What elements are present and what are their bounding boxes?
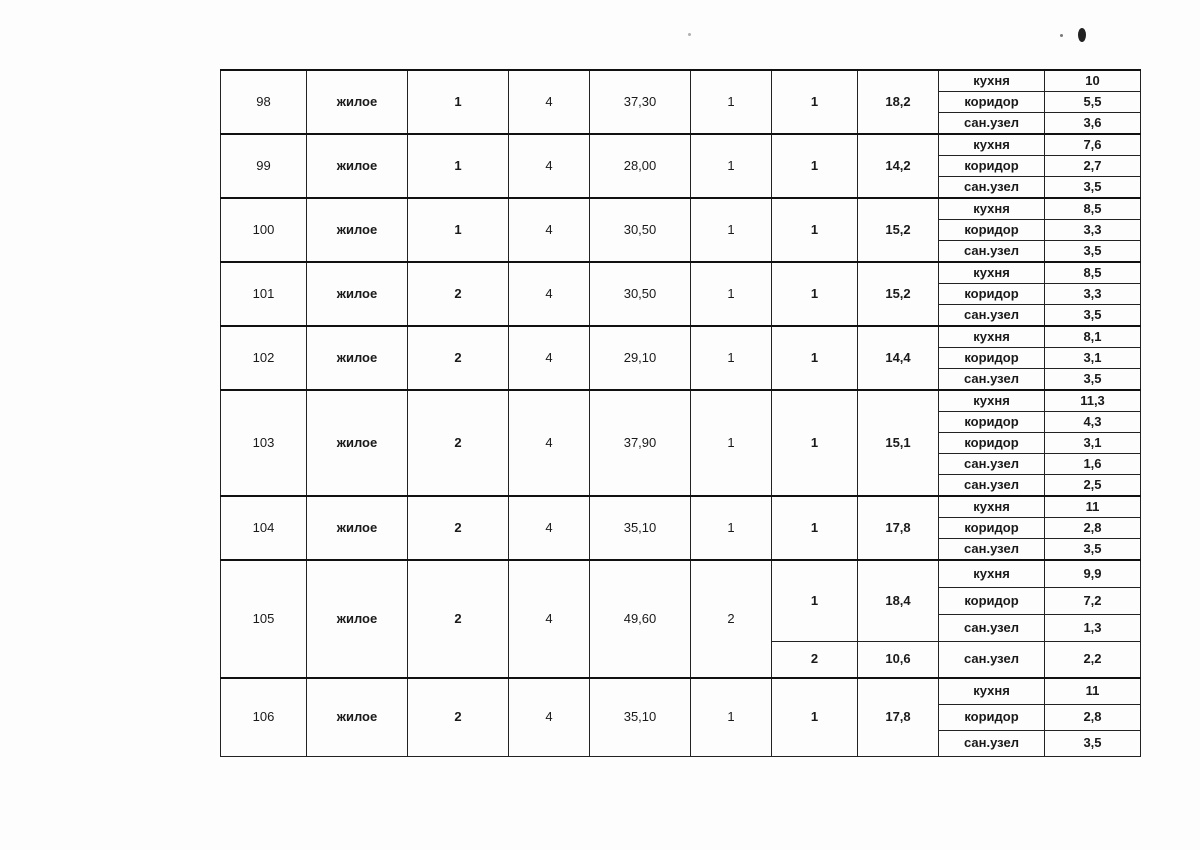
total-area: 30,50 [590,198,691,262]
scan-speck [688,33,691,36]
floor-count: 2 [408,678,509,756]
rooms-count: 1 [691,262,772,326]
auxiliary-room-area: 3,5 [1045,369,1141,391]
auxiliary-room-area: 1,3 [1045,614,1141,641]
rooms-count: 1 [691,326,772,390]
living-area: 18,2 [858,70,939,134]
auxiliary-room-name: сан.узел [939,454,1045,475]
premises-type: жилое [307,496,408,560]
floor: 4 [509,198,590,262]
rooms-count: 1 [691,134,772,198]
floor-count: 2 [408,262,509,326]
table-row [221,134,1141,156]
auxiliary-room-name: кухня [939,390,1045,412]
apartment-number: 105 [221,560,307,678]
apartment-table [220,69,1141,757]
living-area: 17,8 [858,678,939,756]
floor: 4 [509,678,590,756]
auxiliary-room-area: 10 [1045,70,1141,92]
apartment-number: 102 [221,326,307,390]
premises-type: жилое [307,134,408,198]
floor-count: 2 [408,390,509,496]
auxiliary-room-name: коридор [939,284,1045,305]
total-area: 37,90 [590,390,691,496]
auxiliary-room-name: коридор [939,518,1045,539]
auxiliary-room-name: сан.узел [939,539,1045,561]
room-number: 1 [772,678,858,756]
living-area: 18,4 [858,560,939,641]
room-number: 1 [772,560,858,641]
premises-type: жилое [307,70,408,134]
living-area: 15,1 [858,390,939,496]
auxiliary-room-area: 2,7 [1045,156,1141,177]
auxiliary-room-area: 11,3 [1045,390,1141,412]
table-row [221,560,1141,587]
living-area: 14,2 [858,134,939,198]
living-area: 15,2 [858,262,939,326]
auxiliary-room-area: 5,5 [1045,92,1141,113]
apartment-number: 100 [221,198,307,262]
floor: 4 [509,134,590,198]
auxiliary-room-area: 3,5 [1045,241,1141,263]
living-area: 14,4 [858,326,939,390]
total-area: 35,10 [590,496,691,560]
auxiliary-room-area: 11 [1045,678,1141,704]
rooms-count: 1 [691,390,772,496]
room-number: 1 [772,198,858,262]
rooms-count: 1 [691,198,772,262]
auxiliary-room-name: коридор [939,587,1045,614]
floor: 4 [509,326,590,390]
rooms-count: 1 [691,678,772,756]
auxiliary-room-area: 8,5 [1045,198,1141,220]
floor: 4 [509,496,590,560]
rooms-count: 2 [691,560,772,678]
auxiliary-room-area: 4,3 [1045,412,1141,433]
scan-speck [1060,34,1063,37]
total-area: 29,10 [590,326,691,390]
floor: 4 [509,70,590,134]
floor-count: 1 [408,70,509,134]
apartment-number: 99 [221,134,307,198]
floor-count: 2 [408,326,509,390]
auxiliary-room-name: кухня [939,134,1045,156]
auxiliary-room-name: сан.узел [939,369,1045,391]
auxiliary-room-name: кухня [939,496,1045,518]
floor-count: 1 [408,198,509,262]
room-number: 2 [772,641,858,678]
total-area: 30,50 [590,262,691,326]
apartment-number: 106 [221,678,307,756]
auxiliary-room-area: 8,5 [1045,262,1141,284]
total-area: 35,10 [590,678,691,756]
auxiliary-room-name: кухня [939,70,1045,92]
auxiliary-room-name: сан.узел [939,113,1045,135]
auxiliary-room-area: 7,2 [1045,587,1141,614]
auxiliary-room-area: 1,6 [1045,454,1141,475]
table-row [221,326,1141,348]
auxiliary-room-area: 7,6 [1045,134,1141,156]
auxiliary-room-name: кухня [939,678,1045,704]
auxiliary-room-name: коридор [939,412,1045,433]
total-area: 28,00 [590,134,691,198]
auxiliary-room-area: 2,2 [1045,641,1141,678]
auxiliary-room-name: кухня [939,560,1045,587]
auxiliary-room-name: сан.узел [939,475,1045,497]
table-row [221,678,1141,704]
auxiliary-room-name: сан.узел [939,641,1045,678]
auxiliary-room-name: сан.узел [939,614,1045,641]
auxiliary-room-name: коридор [939,348,1045,369]
auxiliary-room-name: кухня [939,326,1045,348]
apartment-number: 98 [221,70,307,134]
floor: 4 [509,560,590,678]
auxiliary-room-name: кухня [939,198,1045,220]
auxiliary-room-area: 3,1 [1045,433,1141,454]
room-number: 1 [772,496,858,560]
auxiliary-room-area: 3,3 [1045,284,1141,305]
table-row [221,70,1141,92]
auxiliary-room-area: 3,5 [1045,539,1141,561]
auxiliary-room-area: 3,3 [1045,220,1141,241]
auxiliary-room-name: коридор [939,156,1045,177]
auxiliary-room-area: 8,1 [1045,326,1141,348]
auxiliary-room-name: сан.узел [939,241,1045,263]
auxiliary-room-name: коридор [939,92,1045,113]
auxiliary-room-name: коридор [939,433,1045,454]
floor: 4 [509,262,590,326]
auxiliary-room-name: сан.узел [939,305,1045,327]
floor-count: 2 [408,496,509,560]
room-number: 1 [772,134,858,198]
living-area: 10,6 [858,641,939,678]
auxiliary-room-area: 3,5 [1045,305,1141,327]
auxiliary-room-name: сан.узел [939,730,1045,756]
premises-type: жилое [307,326,408,390]
room-number: 1 [772,390,858,496]
total-area: 37,30 [590,70,691,134]
table-row [221,496,1141,518]
living-area: 17,8 [858,496,939,560]
rooms-count: 1 [691,70,772,134]
auxiliary-room-area: 9,9 [1045,560,1141,587]
room-number: 1 [772,326,858,390]
premises-type: жилое [307,560,408,678]
auxiliary-room-area: 3,5 [1045,177,1141,199]
table-row [221,262,1141,284]
premises-type: жилое [307,678,408,756]
floor-count: 2 [408,560,509,678]
floor-count: 1 [408,134,509,198]
room-number: 1 [772,70,858,134]
apartment-number: 101 [221,262,307,326]
auxiliary-room-area: 3,6 [1045,113,1141,135]
premises-type: жилое [307,262,408,326]
auxiliary-room-name: коридор [939,220,1045,241]
apartment-number: 103 [221,390,307,496]
auxiliary-room-area: 2,8 [1045,518,1141,539]
premises-type: жилое [307,198,408,262]
auxiliary-room-name: коридор [939,704,1045,730]
auxiliary-room-area: 2,8 [1045,704,1141,730]
table-row [221,198,1141,220]
floor: 4 [509,390,590,496]
total-area: 49,60 [590,560,691,678]
rooms-count: 1 [691,496,772,560]
auxiliary-room-name: сан.узел [939,177,1045,199]
auxiliary-room-name: кухня [939,262,1045,284]
auxiliary-room-area: 3,5 [1045,730,1141,756]
scan-speck [1078,28,1086,42]
auxiliary-room-area: 3,1 [1045,348,1141,369]
auxiliary-room-area: 2,5 [1045,475,1141,497]
table-row [221,390,1141,412]
apartment-number: 104 [221,496,307,560]
premises-type: жилое [307,390,408,496]
auxiliary-room-area: 11 [1045,496,1141,518]
living-area: 15,2 [858,198,939,262]
room-number: 1 [772,262,858,326]
